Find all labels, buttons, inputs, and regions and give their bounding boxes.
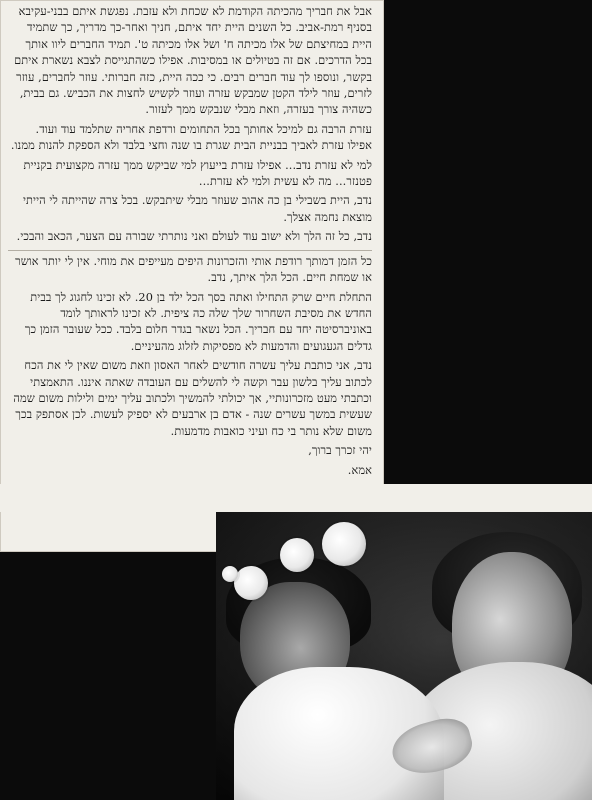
letter-closing: יהי זכרך ברוך, [308, 444, 372, 458]
flower-crown-flower-1 [322, 522, 366, 566]
flower-crown-flower-4 [222, 566, 238, 582]
letter-signature: אמא. [347, 463, 372, 477]
letter-paragraph: אבל את חבריך מהכיתה הקודמת לא שכחת ולא עזבת. נפגשת איתם בבני-עקיבא בסניף רמת-אביב. כל השנים היית יחד איתם, חניך ואחר-כך מדריך, כך שתמיד היית במחיצתם של אלו מכיתה ח' ושל אלו מכיתה ט'. תמיד החברים ליוו אותך בכל הדרכים. אם זה בטיולים או במסיבות. אפילו כשהתגייסת לצבא נשארת איתם בקשר, ונוספו לך עוד חברים רבים. כי ככה היית, כזה חברותי. עוזר לחברים, עוזר לזרים, עוזר לילד הקטן שמבקש עזרה ועוזר לקשיש לחצות את הכביש. גם בבית, כשהיה צורך בעזרה, וזאת מבלי שנבקש ממך לעזור. [14, 5, 372, 117]
letter-paragraph: התחלת חיים שרק התחילו ואתה בסך הכל ילד בן 20. לא זכינו לחגוג לך בבית החדש את מסיבת השחרור שלך שלה כה ציפית. לא זכינו לראותך לומד באוניברסיטה יחד עם חבריך. הכל נשאר בגדר חלום בלבד. ככל שעובר הזמן כך גדלים הגעגועים והדמעות לא מפסיקות לזלוג מהעיניים. [24, 290, 372, 353]
letter-text-block [8, 4, 372, 548]
family-photo [216, 512, 592, 800]
letter-paragraph: נדב, כל זה הלך ולא ישוב עוד לעולם ואני נותרתי שבורה עם הצער, הכאב והבכי. [16, 230, 372, 244]
letter-paragraph: כל הזמן דמותך רודפת אותי והזכרונות היפים מעייפים את מוחי. אין לי יותר אושר או שמחת חיים. הכל הלך איתך, נדב. [15, 254, 372, 285]
letter-paragraph: עזרת הרבה גם למיכל אחותך בכל התחומים ורדפת אחריה שתלמד עוד ועוד. אפילו עזרת לאביך בבניית הבית שגרת בו שנה וחצי בלבד ולא הספקת להנות ממנו. [10, 122, 372, 153]
letter-page [0, 0, 384, 552]
flower-crown-flower-2 [280, 538, 314, 572]
letter-paragraph: למי לא עזרת נדב... אפילו עזרת בייעוץ למי שביקש ממך עזרה מקצועית בקניית פטנזר... מה לא עשית ולמי לא עזרת... [23, 158, 372, 189]
paper-strip [0, 484, 592, 512]
flower-crown-flower-3 [234, 566, 268, 600]
paper-fold-divider [8, 250, 372, 251]
letter-paragraph: נדב, אני כותבת עליך עשרה חודשים לאחר האסון וזאת משום שאין לי את הכח לכתוב עליך בלשון עבר וקשה לי להשלים עם העובדה שאתה איננו. התאמצתי וכתבתי מעט מזכרונותיי, אך יכולתי להמשיך ולכתוב עליך ימים ולילות משום שמה שעשית במשך עשרים שנה - אדם בן ארבעים לא יספיק לעשות. לכן אסתפק בכך משום שלא נותר בי כח ועיני כואבות מדמעות. [13, 359, 372, 438]
letter-paragraph: נדב, היית בשבילי בן כה אהוב שעוזר מבלי שיתבקש. בכל צרה שהייתה לי הייתי מוצאת נחמה אצלך. [22, 194, 372, 224]
